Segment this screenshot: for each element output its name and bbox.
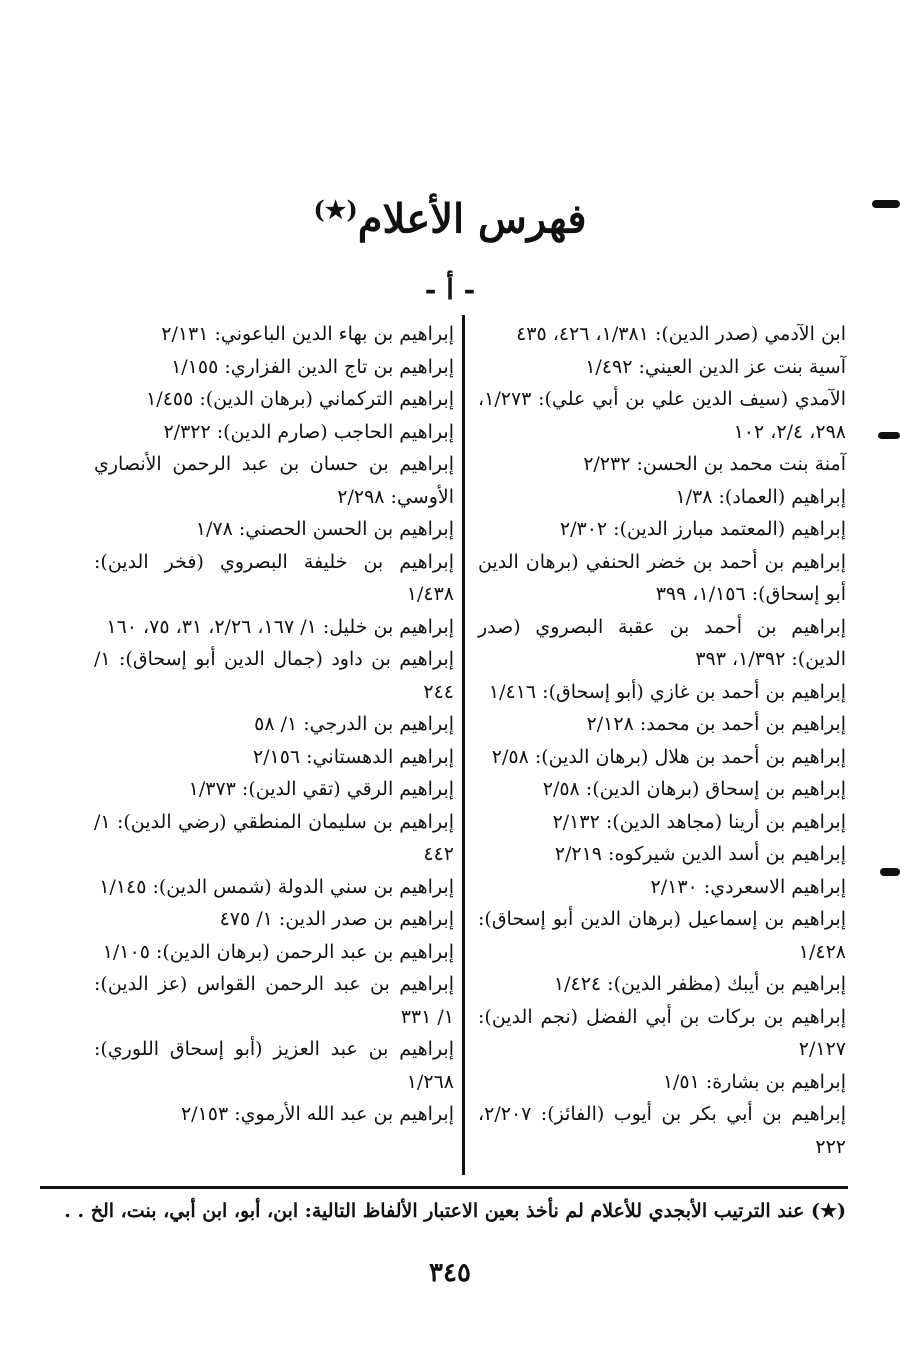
- index-column-left: [94, 318, 454, 1131]
- index-entry: إبراهيم بن سليمان المنطقي (رضي الدين): ١/ ٤٤٢: [94, 810, 454, 865]
- index-entry: إبراهيم بن داود (جمال الدين أبو إسحاق): ١/ ٢٤٤: [94, 648, 454, 703]
- index-entry: إبراهيم بن الدرجي: ١/ ٥٨: [254, 713, 454, 735]
- page-number: ٣٤٥: [429, 1258, 471, 1288]
- index-entry: إبراهيم بن عبد العزيز (أبو إسحاق اللوري): ١/٢٦٨: [94, 1038, 454, 1093]
- index-entry: إبراهيم بن حسان بن عبد الرحمن الأنصاري الأوسي: ٢/٢٩٨: [94, 453, 454, 508]
- index-entry: إبراهيم بن أبي بكر بن أيوب (الفائز): ٢/٢٠٧، ٢٢٢: [478, 1103, 846, 1158]
- index-entry: إبراهيم الاسعردي: ٢/١٣٠: [650, 875, 846, 898]
- index-entry: إبراهيم بن بركات بن أبي الفضل (نجم الدين): ٢/١٢٧: [478, 1005, 846, 1060]
- index-entry: إبراهيم بن سني الدولة (شمس الدين): ١/١٤٥: [99, 875, 454, 898]
- index-entry: إبراهيم بن تاج الدين الفزاري: ١/١٥٥: [171, 355, 454, 378]
- index-entry: آسية بنت عز الدين العيني: ١/٤٩٢: [585, 355, 846, 378]
- index-entry: إبراهيم الدهستاني: ٢/١٥٦: [252, 745, 454, 768]
- index-entry: إبراهيم بن صدر الدين: ١/ ٤٧٥: [219, 908, 454, 930]
- index-entry: إبراهيم بن أحمد بن غازي (أبو إسحاق): ١/٤١٦: [488, 680, 846, 703]
- index-entry: إبراهيم بن عبد الله الأرموي: ٢/١٥٣: [180, 1103, 454, 1125]
- section-letter: - أ -: [424, 273, 476, 306]
- scan-mark: [872, 200, 900, 208]
- page-title: [0, 180, 900, 249]
- index-entry: إبراهيم بن أيبك (مظفر الدين): ١/٤٢٤: [553, 973, 846, 995]
- index-entry: إبراهيم بن إسماعيل (برهان الدين أبو إسحاق): ١/٤٢٨: [478, 908, 846, 963]
- index-entry: آمنة بنت محمد بن الحسن: ٢/٢٣٢: [583, 453, 846, 475]
- index-entry: إبراهيم الرقي (تقي الدين): ١/٣٧٣: [188, 778, 454, 800]
- index-entry: إبراهيم بن أحمد بن محمد: ٢/١٢٨: [586, 713, 846, 735]
- index-entry: إبراهيم بن خليل: ١/ ١٦٧، ٢/٢٦، ٣١، ٧٥، ١٦٠: [106, 615, 454, 638]
- scan-mark: [878, 432, 900, 439]
- index-entry: إبراهيم بن بهاء الدين الباعوني: ٢/١٣١: [161, 323, 454, 345]
- index-entry: ابن الآدمي (صدر الدين): ١/٣٨١، ٤٢٦، ٤٣٥: [516, 323, 846, 345]
- index-column-right: [478, 318, 846, 1163]
- index-entry: إبراهيم التركماني (برهان الدين): ١/٤٥٥: [146, 388, 454, 410]
- title-footnote-marker: (★): [313, 195, 358, 224]
- index-entry: إبراهيم بن عبد الرحمن القواس (عز الدين): ١/ ٣٣١: [94, 973, 454, 1028]
- index-entry: إبراهيم بن أرينا (مجاهد الدين): ٢/١٣٢: [552, 810, 846, 833]
- index-entry: إبراهيم بن أسد الدين شيركوه: ٢/٢١٩: [554, 843, 846, 865]
- index-entry: إبراهيم (العماد): ١/٣٨: [675, 485, 846, 508]
- index-entry: إبراهيم بن بشارة: ١/٥١: [662, 1070, 846, 1093]
- column-divider: [462, 315, 465, 1175]
- index-entry: إبراهيم بن أحمد بن عقبة البصروي (صدر الدين): ١/٣٩٢، ٣٩٣: [478, 615, 846, 670]
- index-entry: إبراهيم (المعتمد مبارز الدين): ٢/٣٠٢: [559, 518, 846, 540]
- index-entry: إبراهيم بن إسحاق (برهان الدين): ٢/٥٨: [542, 778, 846, 800]
- index-entry: الآمدي (سيف الدين علي بن أبي علي): ١/٢٧٣، ٢٩٨، ٢/٤، ١٠٢: [478, 388, 846, 443]
- index-entry: إبراهيم بن الحسن الحصني: ١/٧٨: [195, 518, 454, 540]
- scan-mark: [880, 868, 900, 876]
- title-text: فهرس الأعلام: [357, 195, 587, 243]
- footnote-divider: [40, 1186, 848, 1189]
- index-entry: إبراهيم بن أحمد بن هلال (برهان الدين): ٢/٥٨: [491, 745, 846, 768]
- index-entry: إبراهيم بن أحمد بن خضر الحنفي (برهان الدين أبو إسحاق): ١/١٥٦، ٣٩٩: [478, 550, 846, 605]
- index-entry: إبراهيم بن خليفة البصروي (فخر الدين): ١/٤٣٨: [94, 550, 454, 605]
- index-entry: إبراهيم الحاجب (صارم الدين): ٢/٣٢٢: [163, 420, 454, 443]
- footnote: (★) عند الترتيب الأبجدي للأعلام لم نأخذ بعين الاعتبار الألفاظ التالية: ابن، أبو، ابن أبي، بنت، الخ . .: [64, 1200, 846, 1222]
- index-entry: إبراهيم بن عبد الرحمن (برهان الدين): ١/١٠٥: [102, 940, 454, 963]
